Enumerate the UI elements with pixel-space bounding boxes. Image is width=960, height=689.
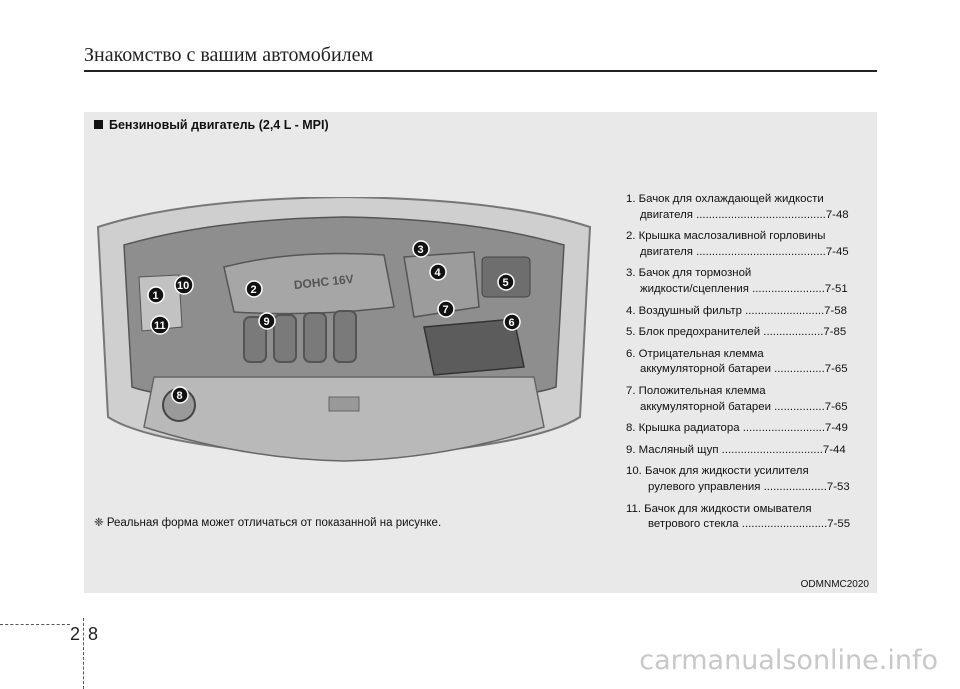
callout-5 bbox=[498, 274, 514, 290]
svg-text:11: 11 bbox=[154, 320, 166, 332]
list-item: 10. Бачок для жидкости усилителя рулевого управления ....................7-53 bbox=[626, 465, 850, 493]
page-number: 8 bbox=[88, 624, 99, 644]
svg-text:4: 4 bbox=[434, 267, 441, 279]
list-item: 1. Бачок для охлаждающей жидкости двигателя .........................................7-48 bbox=[626, 193, 849, 221]
svg-text:3: 3 bbox=[417, 244, 424, 256]
svg-text:1: 1 bbox=[152, 290, 159, 302]
engine-cover-label: DOHC 16V bbox=[293, 271, 355, 293]
latch-bracket bbox=[329, 397, 359, 411]
callout-8 bbox=[172, 387, 188, 403]
image-code: ODMNMC2020 bbox=[800, 579, 869, 590]
svg-text:9: 9 bbox=[263, 316, 270, 328]
svg-text:5: 5 bbox=[502, 277, 509, 289]
callout-7 bbox=[438, 301, 454, 317]
radiator-support bbox=[144, 377, 544, 461]
svg-text:8: 8 bbox=[176, 390, 183, 402]
svg-text:7: 7 bbox=[442, 304, 449, 316]
watermark: carmanualsonline.info bbox=[639, 645, 938, 676]
svg-text:10: 10 bbox=[177, 280, 190, 292]
content-panel bbox=[84, 112, 877, 593]
section-title-text: Бензиновый двигатель (2,4 L - MPI) bbox=[109, 118, 329, 132]
callout-2 bbox=[246, 281, 262, 297]
list-item: 6. Отрицательная клемма аккумуляторной батареи ................7-65 bbox=[626, 347, 848, 376]
callout-9 bbox=[259, 313, 275, 329]
svg-text:6: 6 bbox=[508, 317, 515, 329]
engine-illustration bbox=[94, 197, 594, 497]
list-item: 5. Блок предохранителей ...................7-85 bbox=[626, 326, 847, 339]
callout-6 bbox=[504, 314, 520, 330]
svg-text:2: 2 bbox=[250, 284, 257, 296]
parts-list bbox=[626, 192, 871, 539]
page-chapter-number: 2 bbox=[70, 624, 81, 644]
list-item: 4. Воздушный фильтр .........................7-58 bbox=[626, 304, 847, 317]
list-item: 3. Бачок для тормозной жидкости/сцепления .......................7-51 bbox=[626, 267, 848, 295]
header-rule bbox=[84, 70, 877, 72]
illustration-note: ❈ Реальная форма может отличаться от показанной на рисунке. bbox=[94, 517, 442, 529]
page-header-title: Знакомство с вашим автомобилем bbox=[84, 44, 374, 66]
callout-11 bbox=[151, 316, 169, 334]
callout-4 bbox=[430, 264, 446, 280]
square-bullet-icon bbox=[94, 120, 103, 129]
callout-1 bbox=[148, 287, 164, 303]
section-title bbox=[94, 118, 329, 132]
list-item: 9. Масляный щуп ................................7-44 bbox=[626, 443, 846, 456]
list-item: 2. Крышка маслозаливной горловины двигателя .........................................7-45 bbox=[626, 230, 849, 258]
callout-3 bbox=[413, 241, 429, 257]
list-item: 7. Положительная клемма аккумуляторной батареи ................7-65 bbox=[626, 384, 848, 413]
list-item: 11. Бачок для жидкости омывателя ветрового стекла ...........................7-55 bbox=[626, 502, 851, 531]
callout-10 bbox=[175, 276, 193, 294]
footer-dash-vertical bbox=[83, 618, 84, 689]
footer-dash-rule bbox=[0, 624, 70, 625]
list-item: 8. Крышка радиатора ..........................7-49 bbox=[626, 422, 848, 435]
